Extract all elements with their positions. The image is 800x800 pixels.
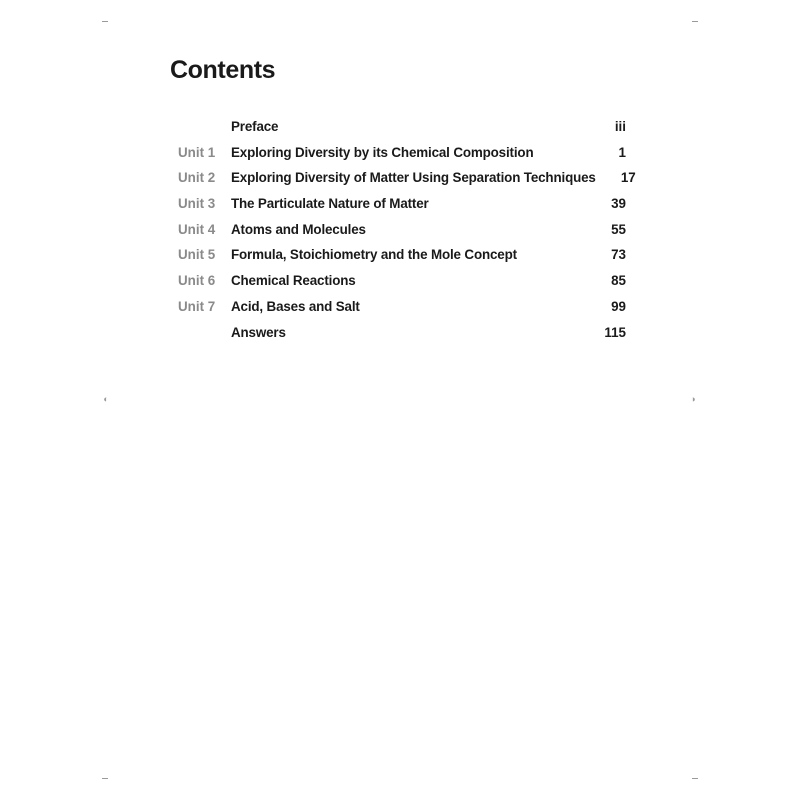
toc-entry-unit-6[interactable]	[178, 273, 626, 299]
toc-unit-label: Unit 3	[178, 196, 216, 212]
toc-entry-unit-3[interactable]	[178, 196, 626, 222]
toc-entry-title: Chemical Reactions	[231, 273, 356, 289]
toc-entry-title: Exploring Diversity of Matter Using Separation Techniques	[231, 170, 596, 186]
toc-page-number: 99	[611, 298, 626, 314]
toc-page-number: 1	[618, 144, 626, 160]
toc-entry-preface[interactable]	[178, 119, 626, 145]
toc-entry-title: Preface	[231, 119, 279, 134]
toc-entry-unit-7[interactable]	[178, 299, 626, 325]
crop-mark-top-right	[692, 21, 698, 22]
toc-entry-title: Exploring Diversity by its Chemical Composition	[231, 144, 534, 160]
toc-page-number: 115	[604, 324, 626, 340]
toc-entry-unit-1[interactable]	[178, 145, 626, 171]
toc-entry-title: Atoms and Molecules	[231, 221, 366, 237]
toc-page-number: 39	[611, 196, 626, 212]
registration-mark-left-icon: ◐	[103, 394, 109, 404]
crop-mark-bottom-left	[102, 778, 108, 779]
crop-mark-bottom-right	[692, 778, 698, 779]
crop-mark-top-left	[102, 21, 108, 22]
registration-mark-right-icon: ◑	[690, 394, 696, 404]
toc-entry-unit-5[interactable]	[178, 247, 626, 273]
table-of-contents	[178, 119, 636, 350]
toc-page-number: 85	[611, 273, 626, 289]
toc-page-number: iii	[614, 119, 626, 134]
toc-entry-title: Acid, Bases and Salt	[231, 298, 360, 314]
toc-entry-title: The Particulate Nature of Matter	[231, 196, 429, 212]
toc-page-number: 17	[620, 170, 636, 186]
toc-unit-label: Unit 1	[178, 144, 216, 160]
toc-page-number: 55	[611, 221, 626, 237]
toc-page-number: 73	[611, 247, 626, 263]
toc-unit-label: Unit 4	[178, 221, 216, 237]
toc-unit-label: Unit 5	[178, 247, 216, 263]
toc-unit-label: Unit 2	[178, 170, 216, 186]
toc-entry-unit-4[interactable]	[178, 222, 626, 248]
toc-unit-label: Unit 7	[178, 298, 216, 314]
page-title: Contents	[170, 56, 276, 84]
toc-entry-unit-2[interactable]	[178, 170, 636, 196]
toc-unit-label: Unit 6	[178, 273, 216, 289]
toc-entry-title: Answers	[231, 324, 286, 340]
toc-entry-title: Formula, Stoichiometry and the Mole Concept	[231, 247, 517, 263]
toc-entry-answers[interactable]	[178, 325, 626, 351]
